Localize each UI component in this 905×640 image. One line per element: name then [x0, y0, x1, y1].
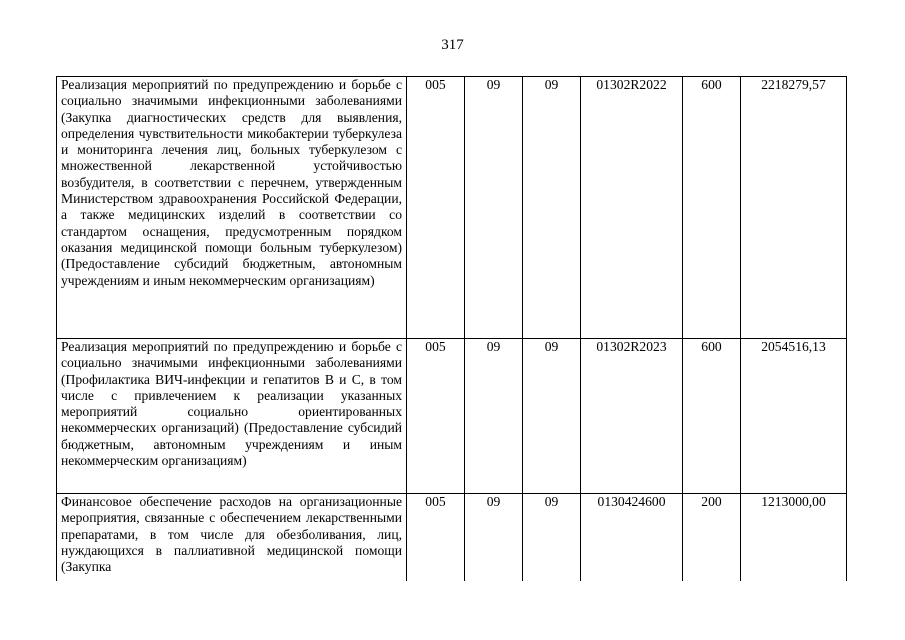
table-row	[57, 77, 847, 339]
budget-table	[56, 76, 847, 581]
amount: 1213000,00	[741, 494, 847, 581]
section-code: 09	[465, 339, 523, 494]
subsection-code: 09	[523, 339, 581, 494]
ministry-code: 005	[407, 77, 465, 339]
amount: 2054516,13	[741, 339, 847, 494]
section-code: 09	[465, 77, 523, 339]
expense-type-code: 600	[683, 77, 741, 339]
row-description: Реализация мероприятий по предупреждению и борьбе с социально значимыми инфекционными заболеваниями (Профилактика ВИЧ-инфекции и гепатитов В и С, в том числе с привлечением к реализации указанных мероприятий социально ориентированных некоммерческих организаций) (Предоставление субсидий бюджетным, автономным учреждениям и иным некоммерческим организациям)	[57, 339, 407, 494]
subsection-code: 09	[523, 77, 581, 339]
row-description: Финансовое обеспечение расходов на организационные мероприятия, связанные с обеспечением лекарственными препаратами, в том числе для обезболивания, лиц, нуждающихся в паллиативной медицинской помощи (Закупка	[57, 494, 407, 581]
expense-type-code: 200	[683, 494, 741, 581]
row-description: Реализация мероприятий по предупреждению и борьбе с социально значимыми инфекционными заболеваниями (Закупка диагностических средств для выявления, определения чувствительности микобактерии туберкулеза и мониторинга лечения лиц, больных туберкулезом с множественной лекарственной устойчивостью возбудителя, в соответствии с перечнем, утвержденным Министерством здравоохранения Российской Федерации, а также медицинских изделий в соответствии со стандартом оснащения, предусмотренным порядком оказания медицинской помощи больным туберкулезом) (Предоставление субсидий бюджетным, автономным учреждениям и иным некоммерческим организациям)	[57, 77, 407, 339]
table-row	[57, 339, 847, 494]
section-code: 09	[465, 494, 523, 581]
target-article-code: 0130424600	[581, 494, 683, 581]
target-article-code: 01302R2022	[581, 77, 683, 339]
table-row	[57, 494, 847, 581]
subsection-code: 09	[523, 494, 581, 581]
ministry-code: 005	[407, 339, 465, 494]
page-number: 317	[441, 37, 464, 53]
expense-type-code: 600	[683, 339, 741, 494]
ministry-code: 005	[407, 494, 465, 581]
amount: 2218279,57	[741, 77, 847, 339]
target-article-code: 01302R2023	[581, 339, 683, 494]
